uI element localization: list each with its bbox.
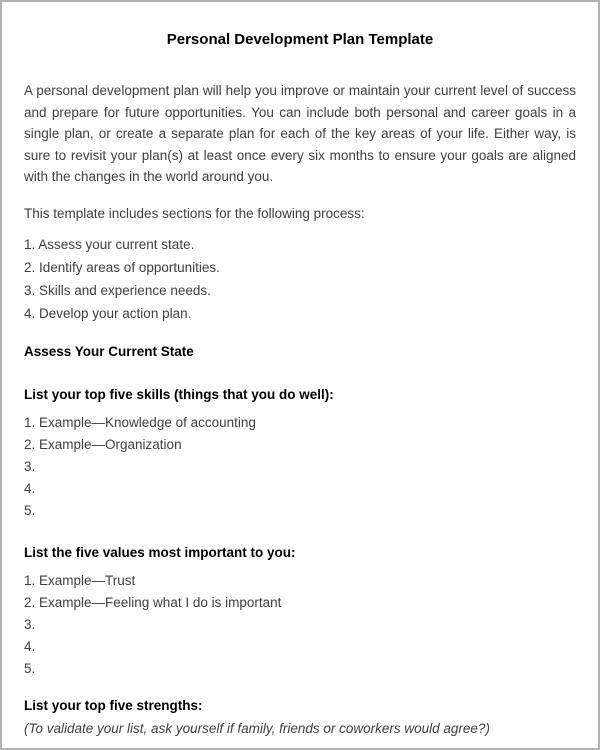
values-list-item: 3. bbox=[24, 616, 36, 632]
section-heading-assess-current-state: Assess Your Current State bbox=[24, 343, 194, 359]
skills-list-item: 2. Example—Organization bbox=[24, 436, 182, 452]
values-list-item: 2. Example—Feeling what I do is important bbox=[24, 594, 282, 610]
process-step: 3. Skills and experience needs. bbox=[24, 282, 211, 298]
skills-list-item: 4. bbox=[24, 480, 36, 496]
intro-paragraph: A personal development plan will help you improve or maintain your current level of success and prepare for future opportunities. You can include both personal and career goals in a single plan, or create a separate plan for each of the key areas of your life. Either way, is sure to revisit your plan(s) at least once every six months to ensure your goals are aligned with the changes in the world around you. bbox=[24, 83, 576, 184]
skills-list-item: 1. Example—Knowledge of accounting bbox=[24, 414, 256, 430]
skills-list-heading: List your top five skills (things that you do well): bbox=[24, 386, 334, 402]
process-step: 4. Develop your action plan. bbox=[24, 305, 192, 321]
strengths-list-heading: List your top five strengths: bbox=[24, 697, 203, 713]
values-list-item: 5. bbox=[24, 660, 36, 676]
values-list bbox=[24, 572, 576, 677]
strengths-validation-note: (To validate your list, ask yourself if family, friends or coworkers would agree?) bbox=[24, 720, 490, 736]
values-list-heading: List the five values most important to you: bbox=[24, 544, 296, 560]
skills-list-item: 5. bbox=[24, 502, 36, 518]
values-list-item: 4. bbox=[24, 638, 36, 654]
process-steps-list bbox=[24, 236, 576, 322]
values-list-item: 1. Example—Trust bbox=[24, 572, 136, 588]
skills-list-item: 3. bbox=[24, 458, 36, 474]
process-intro: This template includes sections for the following process: bbox=[24, 205, 365, 221]
process-step: 2. Identify areas of opportunities. bbox=[24, 259, 220, 275]
process-step: 1. Assess your current state. bbox=[24, 236, 195, 252]
skills-list bbox=[24, 414, 576, 519]
page-title: Personal Development Plan Template bbox=[166, 31, 434, 48]
